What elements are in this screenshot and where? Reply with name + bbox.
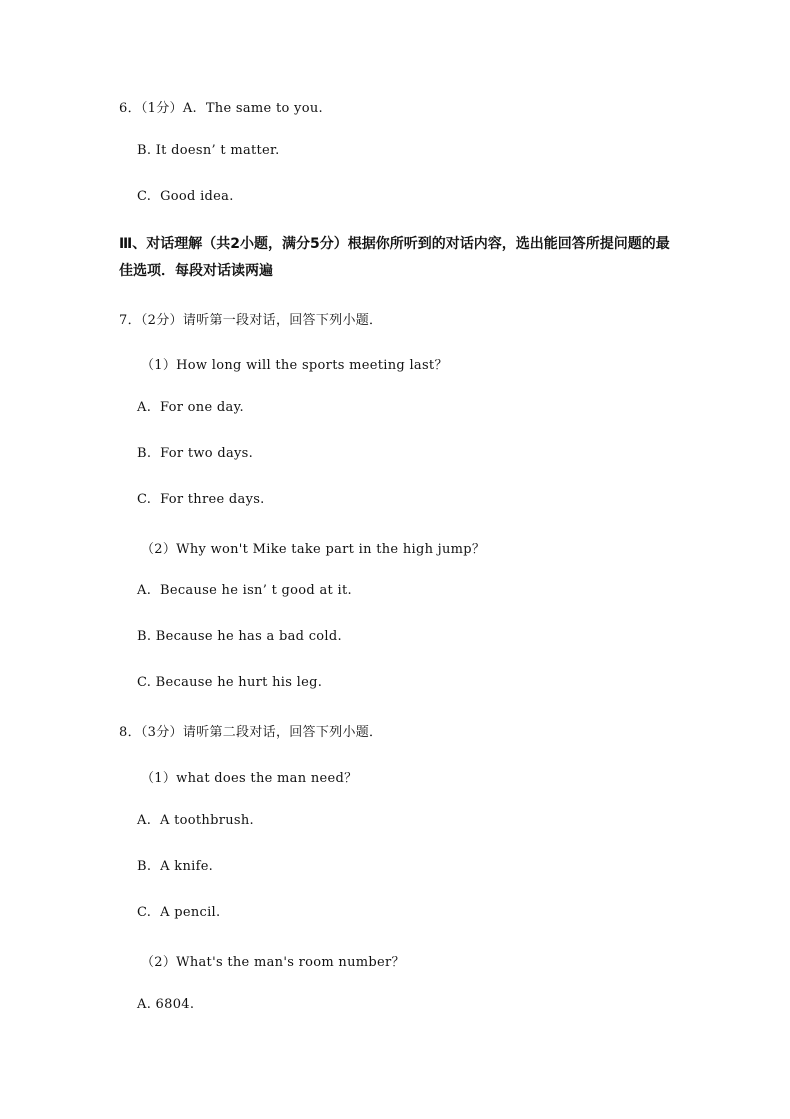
- q6-option-b: B. It doesn’ t matter.: [137, 143, 280, 158]
- q8-stem: 8．（3分）请听第二段对话，回答下列小题．: [119, 725, 383, 740]
- q7-sub2-question: （2）Why won't Mike take part in the high jump？: [141, 542, 486, 557]
- q7-sub1-option-b: B. For two days.: [137, 446, 254, 461]
- q6-option-c: C. Good idea.: [137, 189, 234, 204]
- q8-sub1-option-c: C. A pencil.: [137, 905, 221, 920]
- q7-stem: 7．（2分）请听第一段对话，回答下列小题．: [119, 313, 383, 328]
- q7-sub1-question: （1）How long will the sports meeting last？: [141, 358, 448, 373]
- q7-sub2-option-c: C. Because he hurt his leg.: [137, 675, 323, 690]
- section-3-heading: Ⅲ、对话理解（共2小题，满分5分）根据你所听到的对话内容，选出能回答所提问题的最佳选项．每段对话读两遍: [119, 236, 670, 279]
- q7-sub2-option-b: B. Because he has a bad cold.: [137, 629, 342, 644]
- q8-sub2-question: （2）What's the man's room number？: [141, 955, 405, 970]
- q8-sub1-option-b: B. A knife.: [137, 859, 214, 874]
- q8-sub2-option-a: A. 6804.: [137, 997, 195, 1012]
- q7-sub2-option-a: A. Because he isn’ t good at it.: [137, 583, 352, 598]
- q8-sub1-option-a: A. A toothbrush.: [137, 813, 254, 828]
- q7-sub1-option-a: A. For one day.: [137, 400, 244, 415]
- q7-sub1-option-c: C. For three days.: [137, 492, 265, 507]
- q8-sub1-question: （1）what does the man need？: [141, 771, 358, 786]
- q6-option-a: 6．（1分）A. The same to you.: [119, 101, 323, 116]
